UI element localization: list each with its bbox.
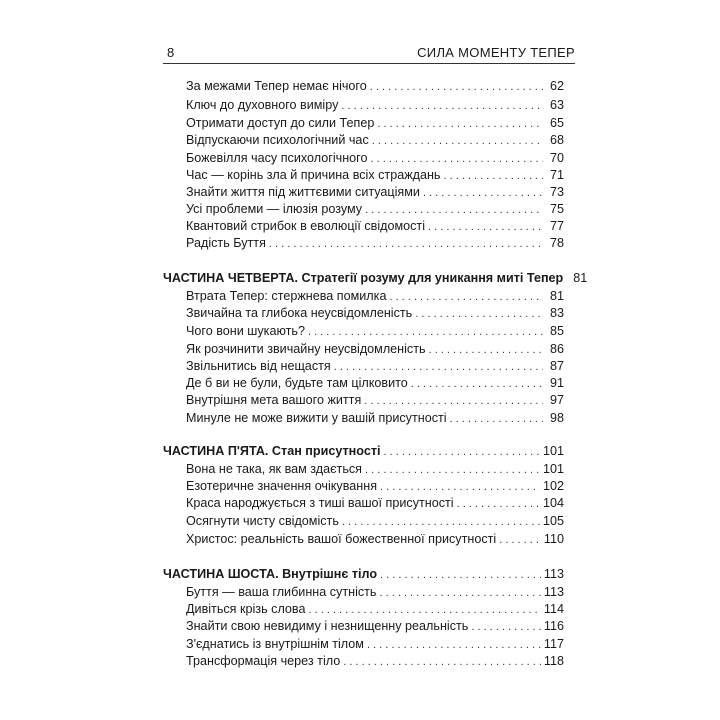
toc-entry-title: Езотеричне значення очікування — [186, 479, 378, 493]
toc-entry-page: 68 — [549, 133, 564, 147]
toc-entry — [186, 653, 564, 670]
toc-entry-title: Ключ до духовного виміру — [186, 98, 339, 112]
toc-entry — [186, 531, 564, 548]
toc-entry-page: 98 — [549, 411, 564, 425]
toc-entry-page: 75 — [549, 202, 564, 216]
toc-entry-page: 83 — [549, 306, 564, 320]
toc-entry-page: 110 — [543, 532, 564, 546]
dot-leader — [457, 496, 540, 512]
toc-entry-title: Як розчинити звичайну неусвідомленість — [186, 342, 426, 356]
toc-entry-page: 63 — [549, 98, 564, 112]
toc-entry-page: 62 — [549, 79, 564, 93]
toc-entry — [186, 358, 564, 375]
toc-entry-page: 101 — [542, 462, 564, 476]
toc-entry-page: 91 — [549, 376, 564, 390]
toc-entry — [186, 410, 564, 427]
dot-leader — [308, 324, 543, 340]
toc-entry — [186, 392, 564, 409]
toc-entry-title — [163, 270, 563, 286]
toc-entry-title: Осягнути чисту свідомість — [186, 514, 339, 528]
dot-leader — [389, 289, 543, 305]
part-title: Стан присутності — [268, 444, 381, 458]
toc-entry — [186, 115, 564, 132]
toc-entry — [186, 184, 564, 201]
toc-entry-page: 86 — [549, 342, 564, 356]
part-label: ЧАСТИНА ЧЕТВЕРТА. — [163, 271, 299, 285]
toc-entry-page: 117 — [543, 637, 564, 651]
book-title: СИЛА МОМЕНТУ ТЕПЕР — [417, 45, 575, 60]
dot-leader — [380, 479, 540, 495]
toc-entry-title: Дивіться крізь слова — [186, 602, 306, 616]
dot-leader — [334, 359, 543, 375]
part-label: ЧАСТИНА ШОСТА. — [163, 567, 279, 581]
dot-leader — [444, 168, 544, 184]
toc-entry-title: Звичайна та глибока неусвідомленість — [186, 306, 413, 320]
toc-entry-page: 113 — [543, 585, 564, 599]
toc-entry-page: 77 — [549, 219, 564, 233]
toc-entry — [186, 97, 564, 114]
toc-entry — [186, 513, 564, 530]
dot-leader — [428, 219, 543, 235]
dot-leader — [343, 654, 541, 670]
toc-entry — [186, 375, 564, 392]
toc-entry-page: 113 — [543, 567, 564, 581]
toc-entry-title: Отримати доступ до сили Тепер — [186, 116, 375, 130]
toc-entry-title: З'єднатись із внутрішнім тілом — [186, 637, 364, 651]
toc-part-entry — [163, 443, 564, 460]
dot-leader — [365, 202, 543, 218]
toc-entry-page: 81 — [549, 289, 564, 303]
toc-entry-title: Чого вони шукають? — [186, 324, 305, 338]
toc-entry-title — [163, 566, 377, 582]
dot-leader — [269, 236, 543, 252]
toc-entry — [186, 584, 564, 601]
toc-entry-title: Краса народжується з тиші вашої присутності — [186, 496, 454, 510]
toc-entry-page: 102 — [542, 479, 564, 493]
toc-entry-title: Знайти свою невидиму і незнищенну реальність — [186, 619, 469, 633]
toc-entry-title: Вона не така, як вам здається — [186, 462, 362, 476]
toc-entry-title: Трансформація через тіло — [186, 654, 341, 668]
dot-leader — [364, 393, 543, 409]
toc-entry-title: Внутрішня мета вашого життя — [186, 393, 362, 407]
toc-entry-title: Де б ви не були, будьте там цілковито — [186, 376, 408, 390]
toc-entry-title: Відпускаючи психологічний час — [186, 133, 369, 147]
dot-leader — [380, 585, 541, 601]
toc-entry-title: Божевілля часу психологічного — [186, 151, 368, 165]
toc-entry — [186, 288, 564, 305]
toc-entry — [186, 618, 564, 635]
toc-entry-page: 78 — [549, 236, 564, 250]
dot-leader — [415, 306, 543, 322]
toc-entry — [186, 235, 564, 252]
toc-entry — [186, 323, 564, 340]
toc-entry-page: 105 — [542, 514, 564, 528]
toc-entry-title: За межами Тепер немає нічого — [186, 79, 367, 93]
toc-entry-title: Час — корінь зла й причина всіх страждань — [186, 168, 441, 182]
dot-leader — [370, 79, 543, 95]
dot-leader — [377, 116, 543, 132]
part-title: Стратегії розуму для уникання миті Тепер — [298, 271, 564, 285]
dot-leader — [341, 98, 543, 114]
dot-leader — [367, 637, 541, 653]
toc-entry-title: Звільнитись від нещастя — [186, 359, 331, 373]
dot-leader — [309, 602, 541, 618]
part-label: ЧАСТИНА П'ЯТА. — [163, 444, 269, 458]
toc-entry-title: Радість Буття — [186, 236, 266, 250]
dot-leader — [383, 444, 540, 460]
dot-leader — [365, 462, 540, 478]
dot-leader — [380, 567, 541, 583]
toc-entry-page: 87 — [549, 359, 564, 373]
toc-entry-page: 118 — [543, 654, 564, 668]
toc-entry-page: 85 — [549, 324, 564, 338]
toc-entry-page: 81 — [573, 271, 588, 285]
dot-leader — [450, 411, 543, 427]
toc-entry — [186, 636, 564, 653]
toc-entry-title: Квантовий стрибок в еволюції свідомості — [186, 219, 425, 233]
toc-entry-title — [163, 443, 380, 459]
dot-leader — [370, 151, 543, 167]
toc-entry-page: 114 — [543, 602, 564, 616]
toc-entry — [186, 132, 564, 149]
page-number: 8 — [167, 45, 175, 60]
dot-leader — [411, 376, 543, 392]
toc-entry — [186, 218, 564, 235]
toc-part-entry — [163, 270, 588, 287]
toc-entry — [186, 167, 564, 184]
toc-entry — [186, 78, 564, 95]
toc-entry — [186, 601, 564, 618]
toc-entry-page: 101 — [542, 444, 564, 458]
toc-part-entry — [163, 566, 564, 583]
dot-leader — [423, 185, 543, 201]
toc-entry — [186, 341, 564, 358]
dot-leader — [429, 342, 543, 358]
toc-entry-page: 70 — [549, 151, 564, 165]
dot-leader — [499, 532, 541, 548]
dot-leader — [342, 514, 540, 530]
toc-entry — [186, 201, 564, 218]
toc-entry-page: 71 — [549, 168, 564, 182]
toc-entry-title: Минуле не може вижити у вашій присутності — [186, 411, 447, 425]
toc-entry-title: Усі проблеми — ілюзія розуму — [186, 202, 363, 216]
toc-entry — [186, 305, 564, 322]
toc-entry-title: Втрата Тепер: стержнева помилка — [186, 289, 387, 303]
toc-entry — [186, 478, 564, 495]
toc-entry-title: Знайти життя під життєвими ситуаціями — [186, 185, 420, 199]
toc-entry — [186, 461, 564, 478]
toc-entry-page: 97 — [549, 393, 564, 407]
toc-entry-title: Христос: реальність вашої божественної присутності — [186, 532, 497, 546]
toc-entry-page: 104 — [542, 496, 564, 510]
dot-leader — [471, 619, 541, 635]
toc-entry — [186, 495, 564, 512]
toc-entry-title: Буття — ваша глибинна сутність — [186, 585, 377, 599]
dot-leader — [372, 133, 543, 149]
toc-entry — [186, 150, 564, 167]
part-title: Внутрішнє тіло — [278, 567, 378, 581]
toc-entry-page: 73 — [549, 185, 564, 199]
toc-entry-page: 65 — [549, 116, 564, 130]
toc-entry-page: 116 — [543, 619, 564, 633]
